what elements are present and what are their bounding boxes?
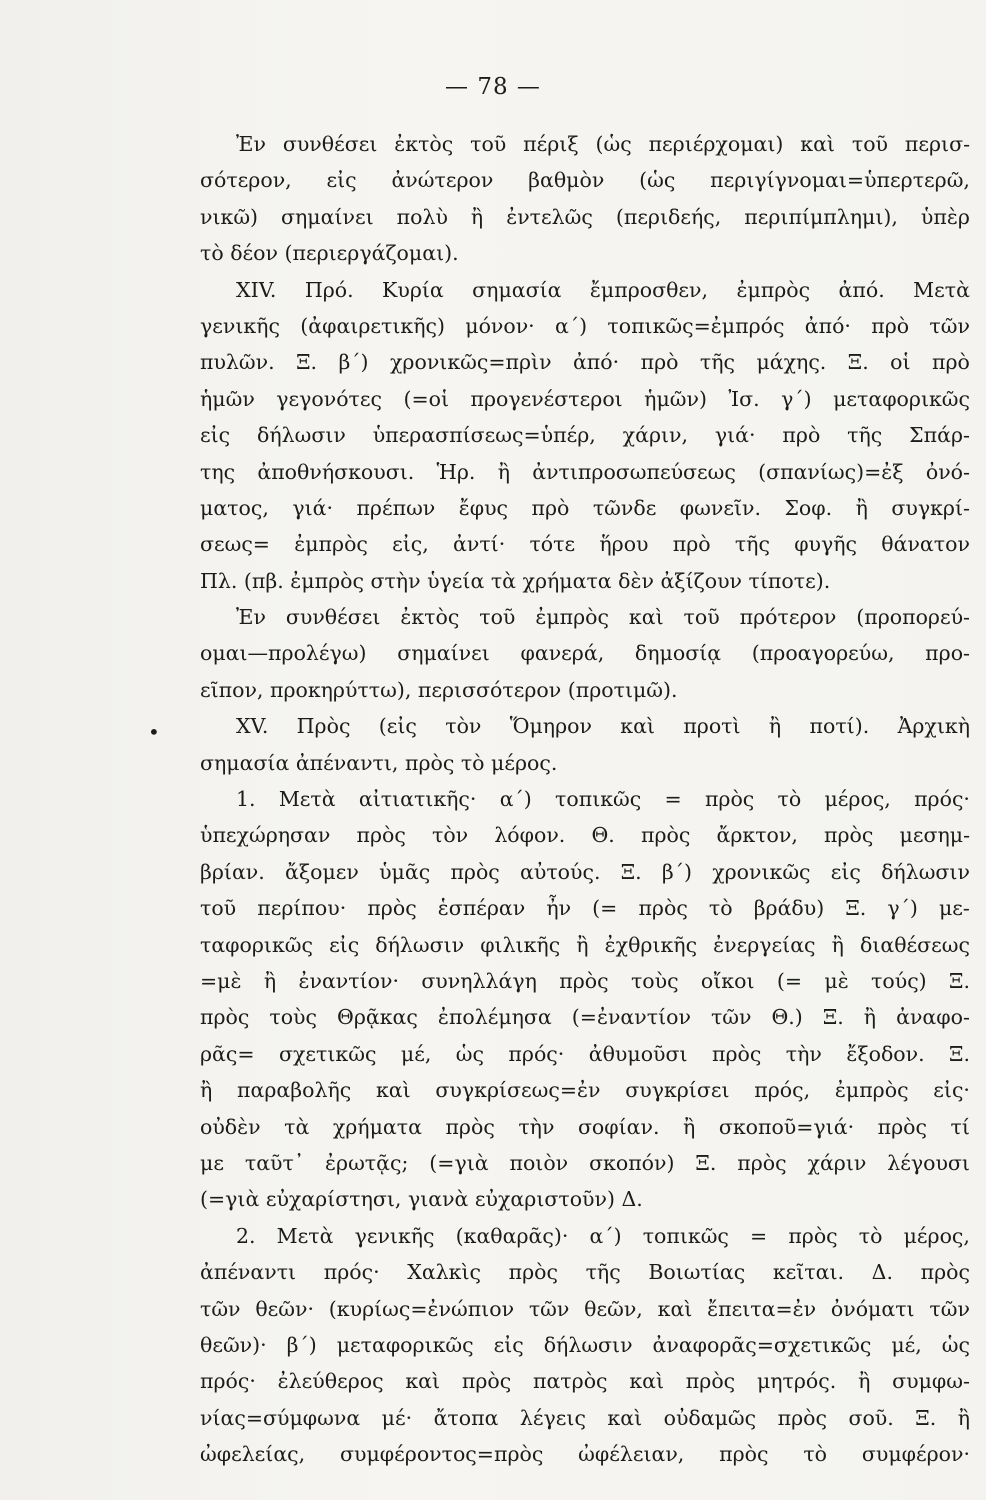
text-line: σότερον, εἰς ἀνώτερον βαθμὸν (ὡς περιγίγνομαι=ὑπερτερῶ, (200, 168, 970, 193)
text-line: εἰς δήλωσιν ὑπερασπίσεως=ὑπέρ, χάριν, γιά· πρὸ τῆς Σπάρ- (200, 423, 970, 448)
text-line: νικῶ) σημαίνει πολὺ ἢ ἐντελῶς (περιδεής, περιπίμπλημι), ὑπὲρ (200, 204, 970, 229)
text-line: εῖπον, προκηρύττω), περισσότερον (προτιμῶ). (200, 677, 678, 702)
text-line: τῶν θεῶν· (κυρίως=ἐνώπιον τῶν θεῶν, καὶ ἔπειτα=ἐν ὀνόματι τῶν (200, 1296, 970, 1321)
text-line: ὑπεχώρησαν πρὸς τὸν λόφον. Θ. πρὸς ἄρκτον, πρὸς μεσημ- (200, 823, 970, 848)
text-line: θεῶν)· β΄) μεταφορικῶς εἰς δήλωσιν ἀναφορᾶς=σχετικῶς μέ, ὡς (200, 1332, 970, 1357)
text-line: της ἀποθνήσκουσι. Ἡρ. ἢ ἀντιπροσωπεύσεως (σπανίως)=ἐξ ὀνό- (200, 459, 970, 484)
text-line: τοῦ περίπου· πρὸς ἑσπέραν ἦν (= πρὸς τὸ βράδυ) Ξ. γ΄) με- (200, 896, 970, 921)
text-line: με ταῦτ᾽ ἐρωτᾷς; (=γιὰ ποιὸν σκοπόν) Ξ. πρὸς χάριν λέγουσι (200, 1150, 970, 1175)
text-line: πρός· ἐλεύθερος καὶ πρὸς πατρὸς καὶ πρὸς μητρός. ἢ συμφω- (200, 1369, 970, 1394)
text-line: ἡμῶν γεγονότες (=οἱ προγενέστεροι ἡμῶν) Ἰσ. γ΄) μεταφορικῶς (200, 386, 970, 411)
text-line: ταφορικῶς εἰς δήλωσιν φιλικῆς ἢ ἐχθρικῆς ἐνεργείας ἢ διαθέσεως (200, 932, 970, 957)
text-line: γενικῆς (ἀφαιρετικῆς) μόνον· α΄) τοπικῶς=ἐμπρός ἀπό· πρὸ τῶν (200, 313, 970, 338)
text-line: σημασία ἀπέναντι, πρὸς τὸ μέρος. (200, 750, 558, 775)
text-line: =μὲ ἢ ἐναντίον· συνηλλάγη πρὸς τοὺς οἴκοι (= μὲ τούς) Ξ. (200, 968, 970, 993)
text-line: σεως= ἐμπρὸς εἰς, ἀντί· τότε ἥρου πρὸ τῆς φυγῆς θάνατον (200, 532, 970, 557)
text-line: (=γιὰ εὐχαρίστησι, γιανὰ εὐχαριστοῦν) Δ. (200, 1187, 643, 1212)
text-line: τὸ δέον (περιεργάζομαι). (200, 241, 459, 266)
text-line: Πλ. (πβ. ἐμπρὸς στὴν ὑγεία τὰ χρήματα δὲν ἀξίζουν τίποτε). (200, 568, 831, 593)
text-line: ματος, γιά· πρέπων ἔφυς πρὸ τῶνδε φωνεῖν. Σοφ. ἢ συγκρί- (200, 495, 970, 520)
text-line: πρὸς τοὺς Θρᾷκας ἐπολέμησα (=ἐναντίον τῶν Θ.) Ξ. ἢ ἀναφο- (200, 1005, 970, 1030)
margin-mark: • (148, 720, 160, 744)
text-line: ἢ παραβολῆς καὶ συγκρίσεως=ἐν συγκρίσει πρός, ἐμπρὸς εἰς· (200, 1078, 970, 1103)
text-line: XV. Πρὸς (εἰς τὸν Ὅμηρον καὶ προτὶ ἢ ποτί). Ἀρχικὴ (236, 714, 970, 739)
text-line: νίας=σύμφωνα μέ· ἄτοπα λέγεις καὶ οὐδαμῶς πρὸς σοῦ. Ξ. ἢ (200, 1405, 970, 1430)
text-line: βρίαν. ἄξομεν ὑμᾶς πρὸς αὐτούς. Ξ. β΄) χρονικῶς εἰς δήλωσιν (200, 859, 970, 884)
text-line: 1. Μετὰ αἰτιατικῆς· α΄) τοπικῶς = πρὸς τὸ μέρος, πρός· (236, 787, 970, 812)
text-line: XIV. Πρό. Κυρία σημασία ἔμπροσθεν, ἐμπρὸς ἀπό. Μετὰ (236, 277, 970, 302)
text-line: πυλῶν. Ξ. β΄) χρονικῶς=πρὶν ἀπό· πρὸ τῆς μάχης. Ξ. οἱ πρὸ (200, 350, 970, 375)
text-line: ὠφελείας, συμφέροντος=πρὸς ὠφέλειαν, πρὸς τὸ συμφέρον· (200, 1442, 970, 1467)
text-line: ομαι—προλέγω) σημαίνει φανερά, δημοσίᾳ (προαγορεύω, προ- (200, 641, 970, 666)
text-line: ρᾶς= σχετικῶς μέ, ὡς πρός· ἀθυμοῦσι πρὸς τὴν ἔξοδον. Ξ. (200, 1041, 970, 1066)
body-text (200, 126, 970, 1472)
page-number: — 78 — (445, 74, 541, 100)
text-line: ἀπέναντι πρός· Χαλκὶς πρὸς τῆς Βοιωτίας κεῖται. Δ. πρὸς (200, 1260, 970, 1285)
text-line: 2. Μετὰ γενικῆς (καθαρᾶς)· α΄) τοπικῶς = πρὸς τὸ μέρος, (236, 1223, 970, 1248)
text-line: Ἐν συνθέσει ἐκτὸς τοῦ ἐμπρὸς καὶ τοῦ πρότερον (προπορεύ- (236, 605, 970, 630)
text-line: οὐδὲν τὰ χρήματα πρὸς τὴν σοφίαν. ἢ σκοποῦ=γιά· πρὸς τί (200, 1114, 970, 1139)
text-line: Ἐν συνθέσει ἐκτὸς τοῦ πέριξ (ὡς περιέρχομαι) καὶ τοῦ περισ- (236, 132, 970, 156)
